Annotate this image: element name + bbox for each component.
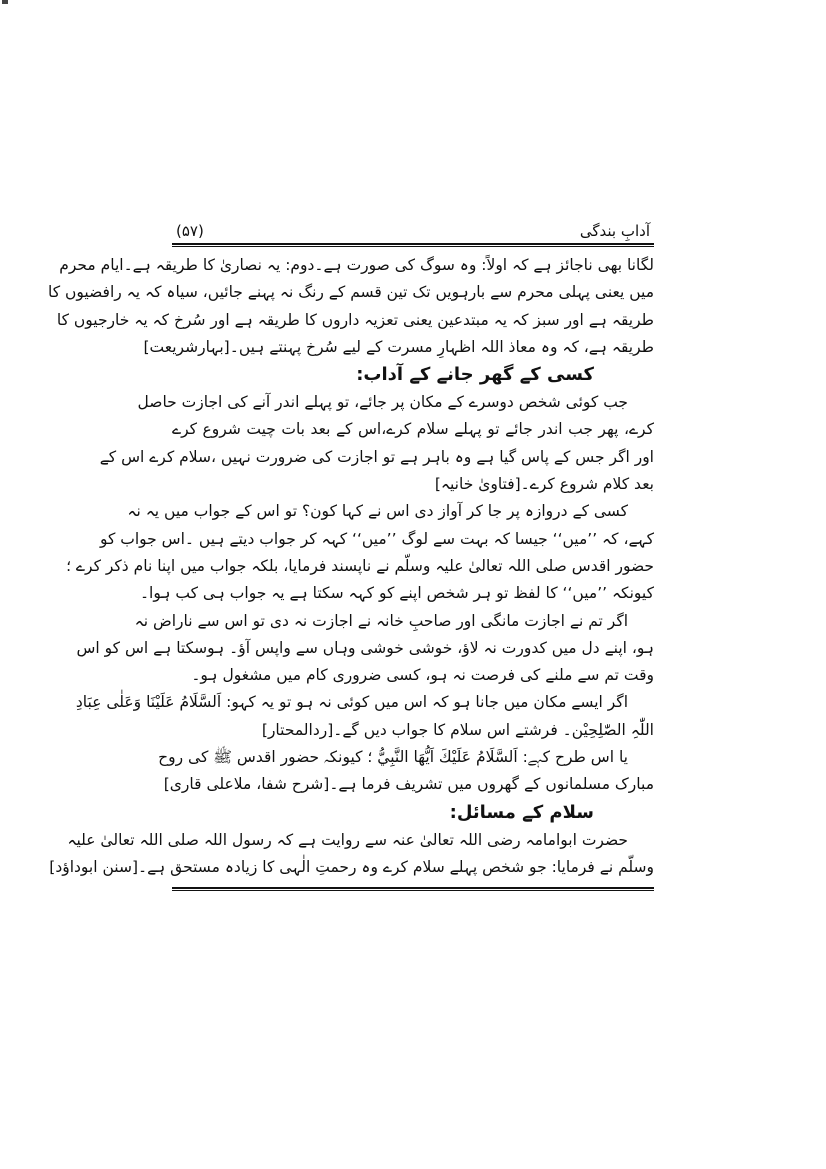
text-line: اور اگر جس کے پاس گیا ہے وہ باہر ہے تو اجازت کی ضرورت نہیں ،سلام کرے اس کے	[99, 447, 654, 466]
text-line: کرے، پھر جب اندر جائے تو پہلے سلام کرے،اس کے بعد بات چیت شروع کرے	[172, 420, 654, 439]
text-line: وسلّم نے فرمایا: جو شخص پہلے سلام کرے وہ رحمتِ الٰہی کا زیادہ مستحق ہے۔[سنن ابوداؤد]	[49, 857, 654, 876]
text-line: مبارک مسلمانوں کے گھروں میں تشریف فرما ہے۔[شرح شفا، ملاعلی قاری]	[163, 775, 654, 794]
text-line: یا اس طرح کہے: اَلسَّلَامُ عَلَيْكَ اَيُّهَا النَّبِيُّ ؛ کیونکہ حضور اقدس ﷺ کی روح	[158, 748, 628, 767]
text-line: اگر تم نے اجازت مانگی اور صاحبِ خانہ نے اجازت نہ دی تو اس سے ناراض نہ	[134, 611, 628, 630]
scan-mark	[2, 0, 8, 4]
text-line: جب کوئی شخص دوسرے کے مکان پر جائے، تو پہلے اندر آنے کی اجازت حاصل	[137, 393, 628, 412]
text-line: لگانا بھی ناجائز ہے کہ اولاً: وہ سوگ کی صورت ہے۔دوم: یہ نصاریٰ کا طریقہ ہے۔ایام محرم	[59, 256, 654, 274]
footer-rule	[172, 887, 654, 891]
text-line: کہے، کہ ’’میں‘‘ جیسا کہ بہت سے لوگ ’’میں‘‘ کہہ کر جواب دیتے ہیں ۔اس جواب کو	[99, 529, 654, 548]
section-heading: سلام کے مسائل:	[449, 801, 594, 823]
text-line: اللّٰہِ الصّٰلِحِيْن۔ فرشتے اس سلام کا جواب دیں گے۔[ردالمحتار]	[261, 720, 654, 739]
text-line: طریقہ ہے، کہ وہ معاذ اللہ اظہارِ مسرت کے لیے سُرخ پہنتے ہیں۔[بہارشریعت]	[143, 337, 654, 356]
text-line: میں یعنی پہلی محرم سے بارہویں تک تین قسم کے رنگ نہ پہنے جائیں، سیاہ کہ یہ رافضیوں کا	[48, 283, 654, 302]
text-line: حضرت ابوامامہ رضی اللہ تعالیٰ عنہ سے روایت ہے کہ رسول اللہ صلی اللہ تعالیٰ علیہ	[67, 830, 628, 849]
page-number: (۵۷)	[176, 222, 204, 240]
section-heading: کسی کے گھر جانے کے آداب:	[356, 364, 594, 386]
text-line: اگر ایسے مکان میں جانا ہو کہ اس میں کوئی نہ ہو تو یہ کہو: اَلسَّلَامُ عَلَيْنَا وَعَلٰى عِبَادِ	[75, 693, 628, 712]
page-body	[48, 252, 654, 881]
document-page	[48, 220, 654, 896]
header-rule	[172, 243, 654, 247]
page-header	[172, 220, 654, 240]
text-line: ہو، اپنے دل میں کدورت نہ لاؤ، خوشی خوشی وہاں سے واپس آؤ۔ ہوسکتا ہے اس کو اس	[76, 638, 654, 657]
book-title: آدابِ بندگی	[579, 222, 650, 240]
text-line: وقت تم سے ملنے کی فرصت نہ ہو، کسی ضروری کام میں مشغول ہو۔	[191, 666, 654, 685]
text-line: کسی کے دروازہ پر جا کر آواز دی اس نے کہا کون؟ تو اس کے جواب میں یہ نہ	[127, 502, 628, 521]
text-line: کیونکہ ’’میں‘‘ کا لفظ تو ہر شخص اپنے کو کہہ سکتا ہے یہ جواب ہی کب ہوا۔	[139, 584, 654, 603]
text-line: بعد کلام شروع کرے۔[فتاویٰ خانیہ]	[434, 475, 654, 494]
text-line: طریقہ ہے اور سبز کہ یہ مبتدعین یعنی تعزیہ داروں کا طریقہ ہے اور سُرخ کہ یہ خارجیوں کا	[56, 310, 654, 329]
text-line: حضور اقدس صلی اللہ تعالیٰ علیہ وسلّم نے ناپسند فرمایا، بلکہ جواب میں اپنا نام ذکر کرے ؛	[66, 556, 654, 575]
